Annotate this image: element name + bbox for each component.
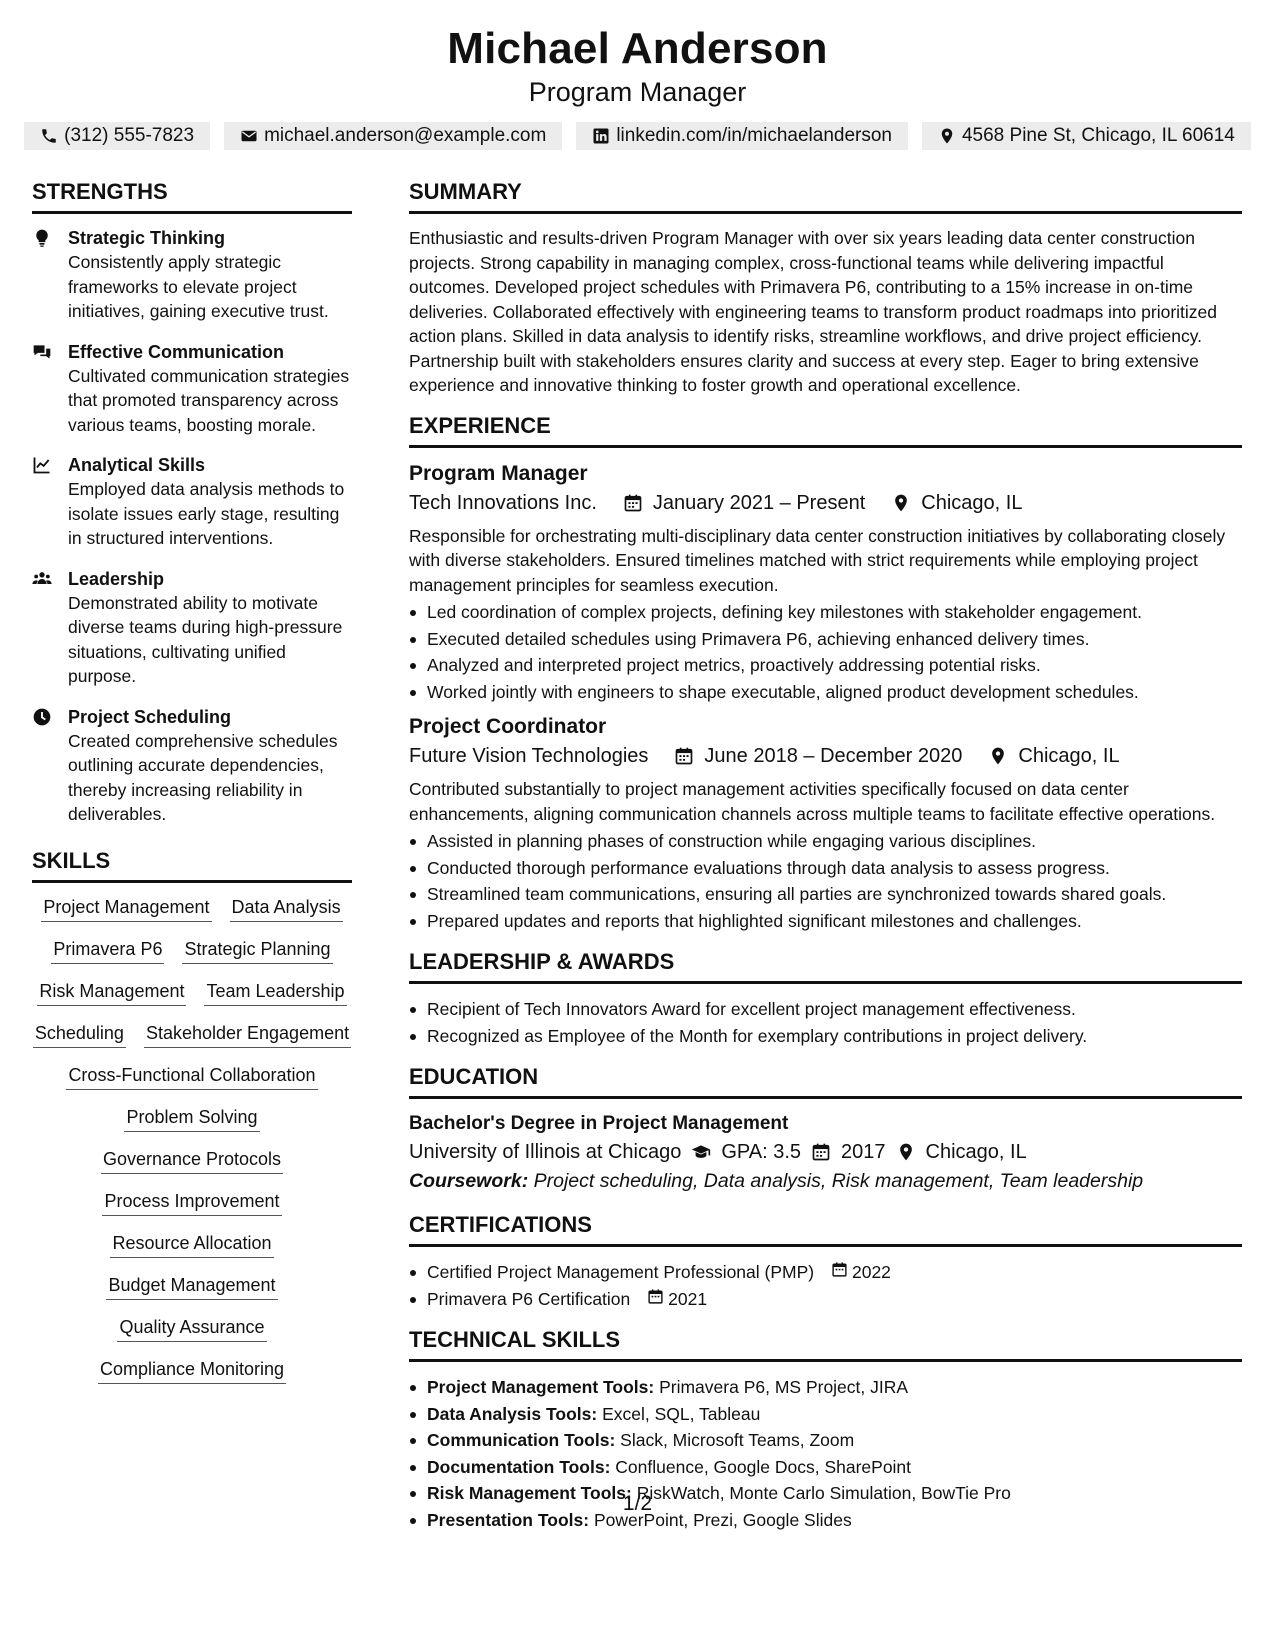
job-dates: June 2018 – December 2020 — [704, 745, 963, 767]
candidate-name: Michael Anderson — [447, 24, 828, 73]
degree-title: Bachelor's Degree in Project Management — [409, 1113, 789, 1134]
list-item — [409, 1401, 1242, 1428]
skill-tag: Primavera P6 — [51, 937, 164, 964]
strength-desc: Employed data analysis methods to isolate issues early stage, resulting in structured interventions. — [68, 479, 345, 548]
strength-title: Strategic Thinking — [68, 228, 226, 248]
gpa-text: GPA: 3.5 — [721, 1141, 802, 1163]
job-location: Chicago, IL — [1018, 745, 1120, 767]
address-text: 4568 Pine St, Chicago, IL 60614 — [961, 125, 1235, 146]
job-description: Contributed substantially to project management activities specifically focused on data center enhancements, aligning communication channels across multiple teams to facilitate effective operations. — [409, 779, 1216, 824]
tech-value: Excel, SQL, Tableau — [602, 1403, 761, 1424]
certification-name: Certified Project Management Professional (PMP) — [427, 1262, 815, 1282]
school-name: University of Illinois at Chicago — [409, 1141, 682, 1163]
tech-value: RiskWatch, Monte Carlo Simulation, BowTie Pro — [636, 1483, 1011, 1503]
skill-tag: Resource Allocation — [110, 1231, 273, 1258]
skill-tag: Strategic Planning — [182, 937, 332, 964]
calendar-icon — [831, 1259, 848, 1286]
job-entry — [409, 713, 1242, 934]
certification-year: 2021 — [668, 1288, 708, 1309]
strengths-heading: STRENGTHS — [32, 178, 352, 214]
strength-item — [32, 567, 352, 689]
coursework — [409, 1167, 1242, 1195]
list-item: Executed detailed schedules using Primavera P6, achieving enhanced delivery times. — [409, 626, 1242, 653]
skill-tag: Scheduling — [33, 1021, 126, 1048]
list-item: Streamlined team communications, ensuring all parties are synchronized towards shared goals. — [409, 881, 1242, 908]
education-meta — [409, 1137, 1242, 1167]
calendar-icon — [811, 1142, 831, 1162]
graduation-cap-icon — [691, 1142, 711, 1162]
contact-phone[interactable] — [24, 122, 210, 150]
strength-item — [32, 226, 352, 324]
tech-value: Confluence, Google Docs, SharePoint — [615, 1456, 912, 1477]
map-marker-icon — [896, 1142, 916, 1162]
strength-item — [32, 705, 352, 827]
page-number: 1/2 — [622, 1492, 653, 1515]
job-title: Program Manager — [409, 461, 588, 485]
map-marker-icon — [891, 493, 911, 513]
education-location: Chicago, IL — [925, 1141, 1027, 1163]
linkedin-icon — [592, 127, 610, 145]
list-item: Analyzed and interpreted project metrics, proactively addressing potential risks. — [409, 652, 1242, 679]
technical-skills-heading: TECHNICAL SKILLS — [409, 1326, 1242, 1362]
phone-icon — [40, 127, 58, 145]
certifications-list — [409, 1259, 1242, 1312]
skill-tag: Governance Protocols — [101, 1147, 283, 1174]
skill-tag: Risk Management — [37, 979, 186, 1006]
certification-name: Primavera P6 Certification — [427, 1288, 631, 1309]
skill-tag: Budget Management — [106, 1273, 277, 1300]
skill-tag: Cross-Functional Collaboration — [66, 1063, 317, 1090]
job-meta — [409, 741, 1242, 771]
education-section — [409, 1063, 1242, 1195]
tech-label: Documentation Tools: — [427, 1456, 611, 1477]
job-dates: January 2021 – Present — [652, 491, 866, 514]
strength-desc: Cultivated communication strategies that promoted transparency across various teams, boosting morale. — [68, 365, 350, 435]
skill-tag: Team Leadership — [204, 979, 346, 1006]
job-bullets — [409, 828, 1242, 934]
list-item: Conducted thorough performance evaluations through data analysis to assess progress. — [409, 855, 1242, 882]
envelope-icon — [240, 127, 258, 145]
list-item: Recipient of Tech Innovators Award for excellent project management effectiveness. — [409, 996, 1242, 1023]
tech-value: PowerPoint, Prezi, Google Slides — [593, 1509, 852, 1530]
skills-heading: SKILLS — [32, 847, 352, 883]
experience-heading: EXPERIENCE — [409, 412, 1242, 448]
list-item: Assisted in planning phases of construction while engaging various disciplines. — [409, 828, 1242, 855]
list-item: Led coordination of complex projects, defining key milestones with stakeholder engagement. — [409, 599, 1242, 626]
clock-icon — [32, 705, 54, 827]
calendar-icon — [623, 493, 643, 513]
graduation-year: 2017 — [841, 1141, 886, 1163]
calendar-icon — [647, 1286, 664, 1313]
skills-list — [32, 895, 352, 1399]
calendar-icon — [674, 746, 694, 766]
summary-section — [409, 178, 1242, 398]
certifications-section — [409, 1211, 1242, 1312]
email-text: michael.anderson@example.com — [264, 125, 547, 146]
job-description: Responsible for orchestrating multi-disciplinary data center construction initiatives by collaborating closely with diverse stakeholders. Ensured timelines matched with strict requirements while employing project management principles for seamless execution. — [409, 525, 1226, 595]
tech-label: Presentation Tools: — [427, 1509, 590, 1530]
tech-label: Communication Tools: — [427, 1430, 616, 1450]
certification-year: 2022 — [851, 1262, 891, 1282]
list-item: Recognized as Employee of the Month for exemplary contributions in project delivery. — [409, 1023, 1242, 1050]
job-meta — [409, 488, 1242, 518]
list-item — [409, 1286, 1242, 1313]
strength-desc: Created comprehensive schedules outlining accurate dependencies, thereby increasing reliability in deliverables. — [68, 730, 338, 824]
job-title: Project Coordinator — [409, 715, 607, 738]
awards-list — [409, 996, 1242, 1049]
list-item — [409, 1374, 1242, 1401]
phone-text: (312) 555-7823 — [64, 125, 195, 146]
list-item: Worked jointly with engineers to shape executable, aligned product development schedules. — [409, 679, 1242, 706]
job-bullets — [409, 599, 1242, 705]
list-item — [409, 1454, 1242, 1481]
skill-tag: Process Improvement — [102, 1189, 281, 1216]
contact-bar — [0, 122, 1275, 150]
tech-value: Primavera P6, MS Project, JIRA — [659, 1377, 909, 1397]
contact-email[interactable] — [224, 122, 562, 150]
linkedin-text: linkedin.com/in/michaelanderson — [616, 125, 892, 146]
awards-section — [409, 948, 1242, 1049]
skill-tag: Problem Solving — [124, 1105, 259, 1132]
summary-text: Enthusiastic and results-driven Program Manager with over six years leading data center construction projects. Strong capability in managing complex, cross-functional teams while delivering impactful outcomes. Developed project schedules with Primavera P6, contributing to a 15% increase in on-time deliveries. Collaborated effectively with engineering teams to transform product roadmaps into prioritized action plans. Skilled in data analysis to identify risks, streamline workflows, and drive project efficiency. Partnership built with stakeholders ensures clarity and success at every step. Eager to bring extensive experience and innovative thinking to foster growth and operational excellence. — [409, 228, 1217, 395]
strength-title: Effective Communication — [68, 341, 285, 362]
job-company: Tech Innovations Inc. — [409, 491, 597, 514]
strength-item — [32, 340, 352, 438]
list-item — [409, 1259, 1242, 1286]
tech-label: Data Analysis Tools: — [427, 1403, 598, 1424]
skill-tag: Stakeholder Engagement — [144, 1021, 351, 1048]
coursework-list: Project scheduling, Data analysis, Risk management, Team leadership — [533, 1170, 1144, 1192]
awards-heading: LEADERSHIP & AWARDS — [409, 948, 1242, 984]
strength-title: Leadership — [68, 568, 165, 589]
list-item — [409, 1427, 1242, 1454]
lightbulb-icon — [32, 226, 54, 324]
job-entry — [409, 460, 1242, 706]
strength-desc: Demonstrated ability to motivate diverse teams during high-pressure situations, cultivating unified purpose. — [68, 592, 343, 686]
right-column — [409, 178, 1242, 1547]
skill-tag: Data Analysis — [230, 895, 343, 922]
strength-item — [32, 453, 352, 551]
tech-label: Risk Management Tools: — [427, 1483, 632, 1503]
job-location: Chicago, IL — [921, 491, 1023, 514]
summary-heading: SUMMARY — [409, 178, 1242, 214]
strength-title: Project Scheduling — [68, 706, 232, 727]
comments-icon — [32, 340, 54, 438]
skill-tag: Project Management — [41, 895, 211, 922]
coursework-label: Coursework: — [409, 1170, 529, 1192]
skill-tag: Quality Assurance — [117, 1315, 266, 1342]
map-marker-icon — [938, 127, 956, 145]
left-column — [32, 178, 352, 1399]
users-icon — [32, 567, 54, 689]
resume-header — [0, 22, 1275, 150]
certifications-heading: CERTIFICATIONS — [409, 1211, 1242, 1247]
tech-value: Slack, Microsoft Teams, Zoom — [620, 1430, 855, 1450]
strength-desc: Consistently apply strategic frameworks to elevate project initiatives, gaining executive trust. — [68, 252, 329, 321]
contact-address — [922, 122, 1251, 150]
education-heading: EDUCATION — [409, 1063, 1242, 1099]
chart-line-icon — [32, 453, 54, 551]
contact-linkedin[interactable] — [576, 122, 908, 150]
candidate-role: Program Manager — [528, 77, 747, 107]
map-marker-icon — [988, 746, 1008, 766]
tech-label: Project Management Tools: — [427, 1377, 655, 1397]
list-item: Prepared updates and reports that highlighted significant milestones and challenges. — [409, 908, 1242, 935]
skill-tag: Compliance Monitoring — [98, 1357, 286, 1384]
experience-section — [409, 412, 1242, 935]
job-company: Future Vision Technologies — [409, 745, 649, 767]
strength-title: Analytical Skills — [68, 455, 206, 475]
